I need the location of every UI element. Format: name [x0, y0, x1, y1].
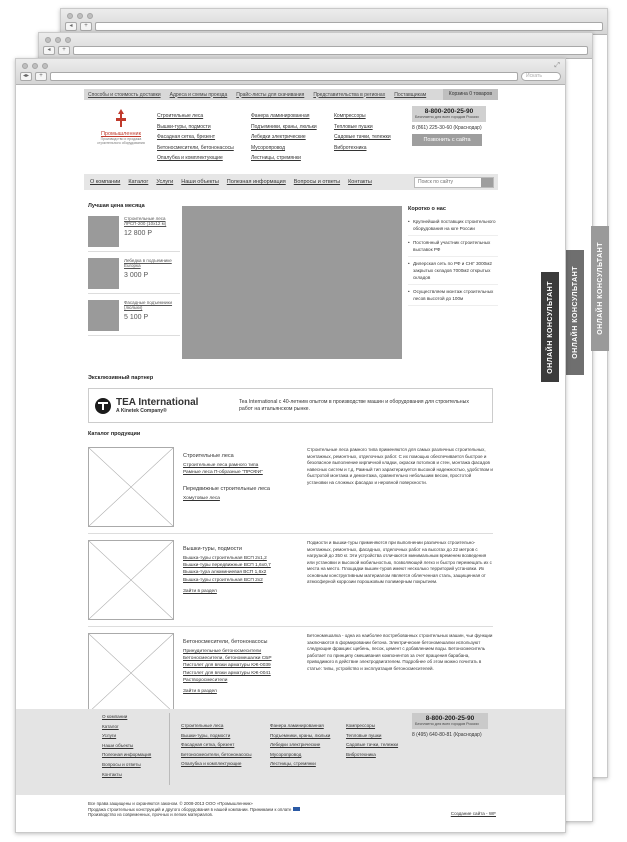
logo-name: Промышленник — [100, 131, 142, 137]
footer-divider — [169, 713, 170, 785]
catalog-link[interactable]: Растворосмесители — [183, 677, 228, 683]
payment-note: Продажа строительных конструкций и другого оборудования в нашей компании. Принимаем к оплате — [88, 806, 292, 812]
footer-phone-note: Бесплатно для всех городов России — [415, 722, 479, 726]
footer-link[interactable]: Вышки-туры, подмости — [181, 732, 231, 738]
header-link[interactable]: Фасадная сетка, брезент — [157, 134, 216, 141]
header-link[interactable]: Бетоносмесители, бетононасосы — [157, 144, 234, 151]
catalog-list — [88, 441, 493, 719]
partner-title: Эксклюзивный партнер — [88, 375, 154, 381]
footer-nav — [102, 714, 151, 777]
add-tab-icon[interactable]: + — [35, 72, 47, 81]
nav-item-about[interactable]: О компании — [90, 179, 121, 185]
promo-banner[interactable] — [182, 206, 402, 359]
web-page — [16, 86, 565, 832]
topbar-link-regions[interactable]: Представительства в регионах — [313, 91, 386, 98]
partner-logo-sub: A Kinetek Company® — [116, 407, 167, 414]
footer-link[interactable]: Опалубка и комплектующие — [181, 761, 242, 767]
footer-link[interactable]: Мусоропровод — [270, 751, 302, 757]
logo-tagline: Производство и продажа строительного оборудования — [97, 137, 145, 145]
header-link[interactable]: Мусоропровод — [251, 144, 286, 151]
best-price-item[interactable] — [88, 258, 180, 294]
catalog-row — [88, 441, 493, 534]
product-link[interactable]: Фасадные подъемники (люльки) — [124, 300, 173, 310]
catalog-link[interactable]: Вышки-туры передвижные ВСП 1,6х0,7 — [183, 563, 271, 569]
footer-link[interactable]: Фасадная сетка, брезент — [181, 742, 235, 748]
partner-banner[interactable] — [88, 388, 493, 423]
product-price: 5 100 Р — [124, 314, 149, 321]
product-thumbnail[interactable] — [88, 216, 119, 247]
footer-nav-link[interactable]: Полезная информация — [102, 752, 152, 758]
visa-card-icon — [293, 807, 300, 811]
browser-chrome — [39, 33, 592, 59]
footer-nav-link[interactable]: Услуги — [102, 733, 117, 739]
site-footer — [16, 709, 565, 795]
about-item: • Постоянный участник строительных выставок РФ — [408, 240, 498, 257]
catalog-group-title: Передвижные строительные леса — [183, 486, 270, 493]
catalog-link[interactable]: Вышка-тура алюминиевая ВСП 1,6х2 — [183, 570, 267, 576]
catalog-link[interactable]: Вышка-туры строительная ВСП 2х2 — [183, 577, 263, 583]
catalog-description: Бетономешалка - одна из наиболее востребованных строительных машин, чьи функции заключаются в формировании бетона. Электрические бетономешалки используют следующие фракции: щебень, песок, цемент с добавлением воды. Бетоносмеситель работает по принципу смешивания компонентов за счет вращения барабана, приводимого в действие электродвигателем. Подробнее об этом можно почитать в статье: типы, устройство и эксплуатация бетоносмесителей. — [307, 633, 493, 671]
catalog-link[interactable]: Пистолет для вязки арматуры КЖ-0041 — [183, 670, 271, 676]
address-bar[interactable] — [73, 46, 588, 55]
product-thumbnail[interactable] — [88, 258, 119, 289]
footer-link[interactable]: Вибротехника — [346, 751, 376, 757]
product-thumbnail[interactable] — [88, 300, 119, 331]
image-placeholder-icon[interactable] — [88, 633, 174, 713]
free-phone-note: Бесплатно для всех городов России — [415, 115, 479, 119]
production-note: Производство из современных, прочных и легких материалов. — [88, 812, 214, 818]
catalog-section-link[interactable]: Зайти в раздел — [183, 689, 217, 695]
footer-link[interactable]: Фанера ламинированная — [270, 723, 324, 728]
catalog-link[interactable]: Пистолет для вязки арматуры КЖ-0039 — [183, 663, 271, 669]
footer-links-col2 — [270, 723, 330, 766]
header-link[interactable]: Строительные леса — [157, 113, 204, 119]
header-link[interactable]: Компрессоры — [334, 113, 366, 119]
main-nav — [84, 174, 498, 190]
footer-link[interactable]: Подъемники, краны, люльки — [270, 732, 331, 738]
footer-nav-link[interactable]: Контакты — [102, 771, 122, 777]
back-icon[interactable]: ◂ — [43, 46, 55, 55]
footer-nav-link[interactable]: Каталог — [102, 723, 119, 729]
footer-link[interactable]: Лебедки электрические — [270, 742, 321, 748]
image-placeholder-icon[interactable] — [88, 540, 174, 620]
site-search — [414, 177, 494, 188]
online-consultant-tab[interactable]: ОНЛАЙН КОНСУЛЬТАНТ — [541, 272, 559, 382]
catalog-link[interactable]: Строительные леса рамного типа — [183, 463, 259, 468]
top-bar — [84, 89, 498, 100]
copyright-block — [88, 801, 496, 818]
catalog-link[interactable]: Рамные леса П-образные "ПРОФИ" — [183, 470, 263, 476]
catalog-row — [88, 627, 493, 719]
about-title: Коротко о нас — [408, 206, 446, 212]
browser-chrome — [16, 59, 565, 85]
product-link[interactable]: Строительные леса ЛРСП-200 (10х12 м) — [124, 216, 167, 226]
about-item: • Крупнейший поставщик строительного оборудования на юге России — [408, 219, 498, 236]
nav-item-services[interactable]: Услуги — [156, 179, 174, 185]
footer-links-col3 — [346, 723, 398, 757]
catalog-section-link[interactable]: Зайти в раздел — [183, 588, 217, 594]
catalog-description: Строительные леса рамного типа применяются для самых различных строительных, монтажных, ремонтных, отделочных работ. С их помощью обеспечивается быстрое и безопасное выполнение кирпичной кладки, окраски потолков и стен, монтажа фасадов навесных систем и т.д. Рамный тип характеризуется высокой надежностью, удобством и быстротой монтажа и демонтажа, сравнительно небольшим весом, простотой установки на сложных фасадах и неровной поверхности. — [307, 447, 493, 485]
call-from-site-button[interactable]: Позвонить с сайта — [412, 134, 482, 146]
partner-text: Tea International с 40-летним опытом в производстве машин и оборудования для строительных работ на итальянском рынке. — [239, 398, 469, 412]
local-phone: 8 (861) 225-30-60 (Краснодар) — [412, 124, 482, 131]
header-link[interactable]: Вибротехника — [334, 144, 367, 151]
site-logo[interactable] — [90, 108, 152, 148]
partner-logo[interactable] — [89, 398, 229, 414]
footer-nav-link[interactable]: Вопросы и ответы — [102, 761, 141, 767]
partner-logo-name: TEA International — [116, 396, 199, 408]
footer-nav-link[interactable]: Наши объекты — [102, 742, 134, 748]
catalog-link[interactable]: Хомутовые леса — [183, 496, 220, 502]
add-tab-icon[interactable]: + — [58, 46, 70, 55]
browser-search-field[interactable]: Искать — [521, 72, 561, 81]
main-browser-window — [15, 58, 566, 833]
header-link[interactable]: Лестницы, стремянки — [251, 155, 301, 162]
address-bar[interactable] — [50, 72, 518, 81]
footer-link[interactable]: Строительные леса — [181, 723, 224, 728]
back-forward-icon[interactable]: ◂▸ — [20, 72, 32, 81]
header-links-col3 — [334, 113, 391, 151]
fullscreen-icon[interactable]: ⤢ — [554, 62, 560, 69]
developer-link[interactable]: Создание сайта - WF — [450, 811, 496, 816]
catalog-link[interactable]: Принудительные бетоносмесители — [183, 649, 262, 654]
nav-item-catalog[interactable]: Каталог — [128, 179, 149, 185]
footer-link[interactable]: Компрессоры — [346, 723, 376, 728]
nav-item-info[interactable]: Полезная информация — [226, 179, 286, 185]
catalog-group-title: Вышки-туры, подмости — [183, 546, 242, 552]
catalog-link[interactable]: Вышка-туры строительная ВСП 2х1,2 — [183, 556, 267, 561]
header-contact — [412, 106, 486, 146]
product-link[interactable]: Лебедка в подъемнике Euroрка — [124, 258, 172, 268]
topbar-link-addresses[interactable]: Адреса и схемы проезда — [169, 91, 228, 98]
footer-free-phone[interactable]: 8-800-200-25-90 — [425, 715, 475, 722]
free-phone[interactable]: 8-800-200-25-90 — [424, 108, 474, 115]
header-link[interactable]: Лебедки электрические — [251, 134, 306, 141]
header-links-col1 — [157, 113, 234, 161]
logo-icon — [111, 108, 131, 128]
catalog-group-title: Бетоносмесители, бетононасосы — [183, 639, 268, 645]
footer-local-phone: 8 (495) 640-80-81 (Краснодар) — [412, 731, 482, 738]
topbar-link-suppliers[interactable]: Поставщикам — [394, 91, 427, 98]
site-search-input[interactable] — [415, 178, 481, 187]
online-consultant-tab[interactable]: ОНЛАЙН КОНСУЛЬТАНТ — [566, 250, 584, 375]
nav-item-faq[interactable]: Вопросы и ответы — [293, 179, 341, 185]
back-icon[interactable]: ◂ — [65, 22, 77, 31]
catalog-group-title: Строительные леса — [183, 453, 234, 459]
nav-item-objects[interactable]: Наши объекты — [181, 179, 219, 185]
footer-links-col1 — [181, 723, 252, 766]
footer-link[interactable]: Бетоносмесители, бетононасосы — [181, 751, 252, 757]
address-bar[interactable] — [95, 22, 603, 31]
best-price-item[interactable] — [88, 216, 180, 252]
footer-link[interactable]: Лестницы, стремянки — [270, 761, 316, 767]
topbar-link-delivery[interactable]: Способы и стоимость доставки — [88, 91, 161, 98]
catalog-row — [88, 534, 493, 627]
product-price: 3 000 Р — [124, 272, 149, 279]
footer-link[interactable]: Садовые тачки, тележки — [346, 742, 399, 748]
catalog-link[interactable]: Бетоносмесители, бетономешалки СБР — [183, 656, 272, 662]
copyright-line: Все права защищены и охраняются законом. © 2008-2013 ООО «Промышленник» — [88, 801, 253, 806]
about-item: • Осуществляем монтаж строительных лесов высотой до 100м — [408, 289, 498, 306]
about-block — [408, 206, 498, 310]
tea-logo-icon — [95, 398, 111, 414]
header-link[interactable]: Опалубка и комплектующие — [157, 155, 223, 162]
online-consultant-tab[interactable]: ОНЛАЙН КОНСУЛЬТАНТ — [591, 226, 609, 351]
best-price-list — [88, 216, 180, 336]
header-link[interactable]: Тепловые пушки — [334, 123, 373, 130]
header-links-col2 — [251, 113, 317, 161]
footer-nav-link[interactable]: О компании — [102, 714, 128, 719]
topbar-link-pricelists[interactable]: Прайс-листы для скачивания — [236, 91, 305, 98]
product-price: 12 800 Р — [124, 230, 153, 237]
cart-link[interactable]: Корзина 0 товаров — [443, 89, 498, 100]
best-price-title: Лучшая цена месяца — [88, 203, 145, 209]
footer-link[interactable]: Тепловые пушки — [346, 732, 382, 738]
header-link[interactable]: Садовые тачки, тележки — [334, 134, 391, 141]
catalog-description: Подмости и вышки-туры применяются при выполнении различных строительно-монтажных, ремонтных, фасадных, отделочных работ на высотах до 22 метров с нагрузкой до 350 кг. Эти устройства отличаются минимальным временем возведения или установки и высокой мобильностью, позволяющей легко и быстро перемещать их с места на место. Площадки вышек-туров имеют несколько территорий установки. Их основным конструктивным материалом является облегченная сталь, защищенная от атмосферной коррозии порошковым полимерным покрытием. — [307, 540, 492, 584]
footer-contact — [412, 713, 488, 738]
image-placeholder-icon[interactable] — [88, 447, 174, 527]
header-link[interactable]: Фанера ламинированная — [251, 113, 310, 119]
nav-item-contacts[interactable]: Контакты — [348, 179, 372, 185]
add-tab-icon[interactable]: + — [80, 22, 92, 31]
best-price-item[interactable] — [88, 300, 180, 336]
about-item: • Дилерская сеть по РФ и СНГ 3000м2 закрытых складов 7000м2 открытых складов — [408, 261, 498, 285]
header-link[interactable]: Подъемники, краны, люльки — [251, 123, 317, 130]
header-link[interactable]: Вышки-туры, подмости — [157, 123, 211, 130]
catalog-title: Каталог продукции — [88, 431, 141, 437]
search-button[interactable] — [481, 178, 493, 187]
